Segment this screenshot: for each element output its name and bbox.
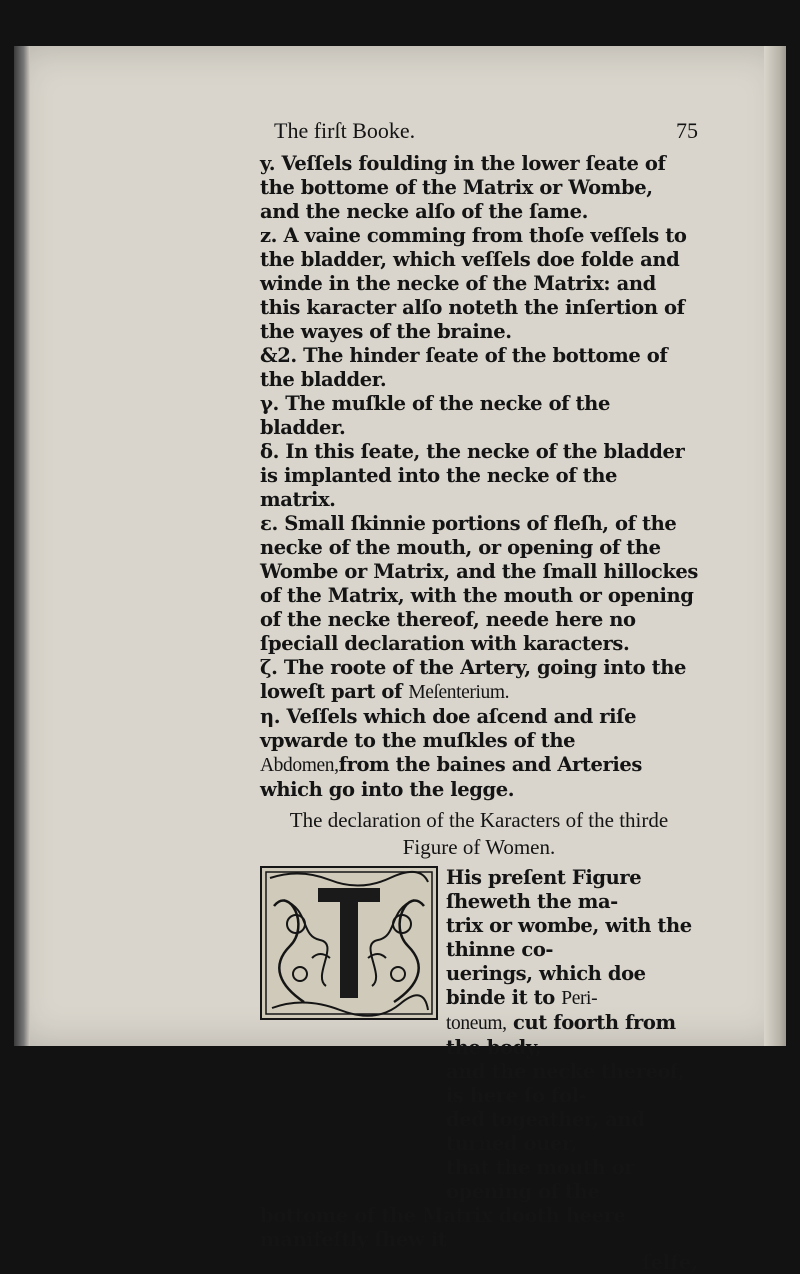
book-page	[14, 46, 786, 1274]
page-header	[260, 118, 698, 152]
figure-text-line-4-text: cut foorth from the body,	[446, 1011, 676, 1059]
entry-gamma: γ. The muſkle of the necke of the bladder.	[260, 392, 610, 439]
entry-zeta-latin: Meſenterium.	[408, 682, 510, 703]
entry-zeta	[260, 656, 698, 705]
figure-paragraph	[260, 866, 698, 1204]
entry-zeta-text: ζ. The roote of the Artery, going into the loweſt part of	[260, 656, 687, 703]
figure-text-line-6: ded togeather, and turned ouer,	[446, 1108, 645, 1155]
woodcut-initial-t	[260, 866, 438, 1020]
entry-delta: δ. In this ſeate, the necke of the bladder is implanted into the necke of the matrix.	[260, 440, 685, 511]
figure-text-line-3-latin: Peri-	[561, 988, 598, 1009]
page-number: 75	[676, 118, 698, 143]
catchword: ſelfe,	[642, 1251, 698, 1274]
figure-text-line-4	[446, 1011, 698, 1060]
page-edge	[764, 46, 786, 1046]
figure-text-line-5: and the necke thereof, is here ſo fol-	[446, 1060, 685, 1107]
entry-y: y. Veſſels foulding in the lower ſeate of the bottome of the Matrix or Wombe, and the necke alſo of the ſame.	[260, 152, 666, 223]
figure-text-line-3	[446, 962, 698, 1011]
section-heading: The declaration of the Karacters of the thirde	[289, 808, 669, 832]
decorative-initial-icon	[260, 866, 438, 1020]
entry-eta	[260, 705, 698, 802]
entry-eta-after: from the baines and Arteries which go into the legge.	[260, 753, 643, 801]
entry-eta-text: η. Veſſels which doe aſcend and riſe vpwarde to the muſkles of the	[260, 705, 637, 752]
figure-text-line-4-latin: toneum,	[446, 1013, 507, 1034]
entry-epsilon: ε. Small ſkinnie portions of fleſh, of the necke of the mouth, or opening of the Wombe or Matrix, and the ſmall hillockes of the Matrix, with the mouth or opening of the necke thereof, neede here no ſpeciall declaration with karacters.	[260, 512, 699, 655]
section-subheading: Figure of Women.	[402, 835, 556, 859]
figure-text-line-1: His preſent Figure ſheweth the ma-	[446, 866, 642, 913]
entry-z: z. A vaine comming from thoſe veſſels to the bladder, which veſſels doe folde and winde in the necke of the Matrix: and this karacter alſo noteth the inſertion of the wayes of the braine.	[260, 224, 687, 343]
figure-text-line-3-text: uerings, which doe binde it to	[446, 962, 646, 1009]
figure-text-line-8: bottome of the Matrix dooth heere manifeſtly ſhew it	[260, 1204, 626, 1251]
running-title: The firſt Booke.	[274, 118, 416, 143]
page-gutter	[14, 46, 30, 1046]
figure-text-line-2: trix or wombe, with the thinne co-	[446, 914, 692, 961]
entry-and: &2. The hinder ſeate of the bottome of the bladder.	[260, 344, 668, 391]
figure-text-line-7: that the mouth or opening of the	[446, 1156, 635, 1203]
entry-eta-latin: Abdomen,	[260, 755, 339, 776]
text-block	[260, 118, 699, 1274]
figure-side-text	[446, 866, 698, 1204]
